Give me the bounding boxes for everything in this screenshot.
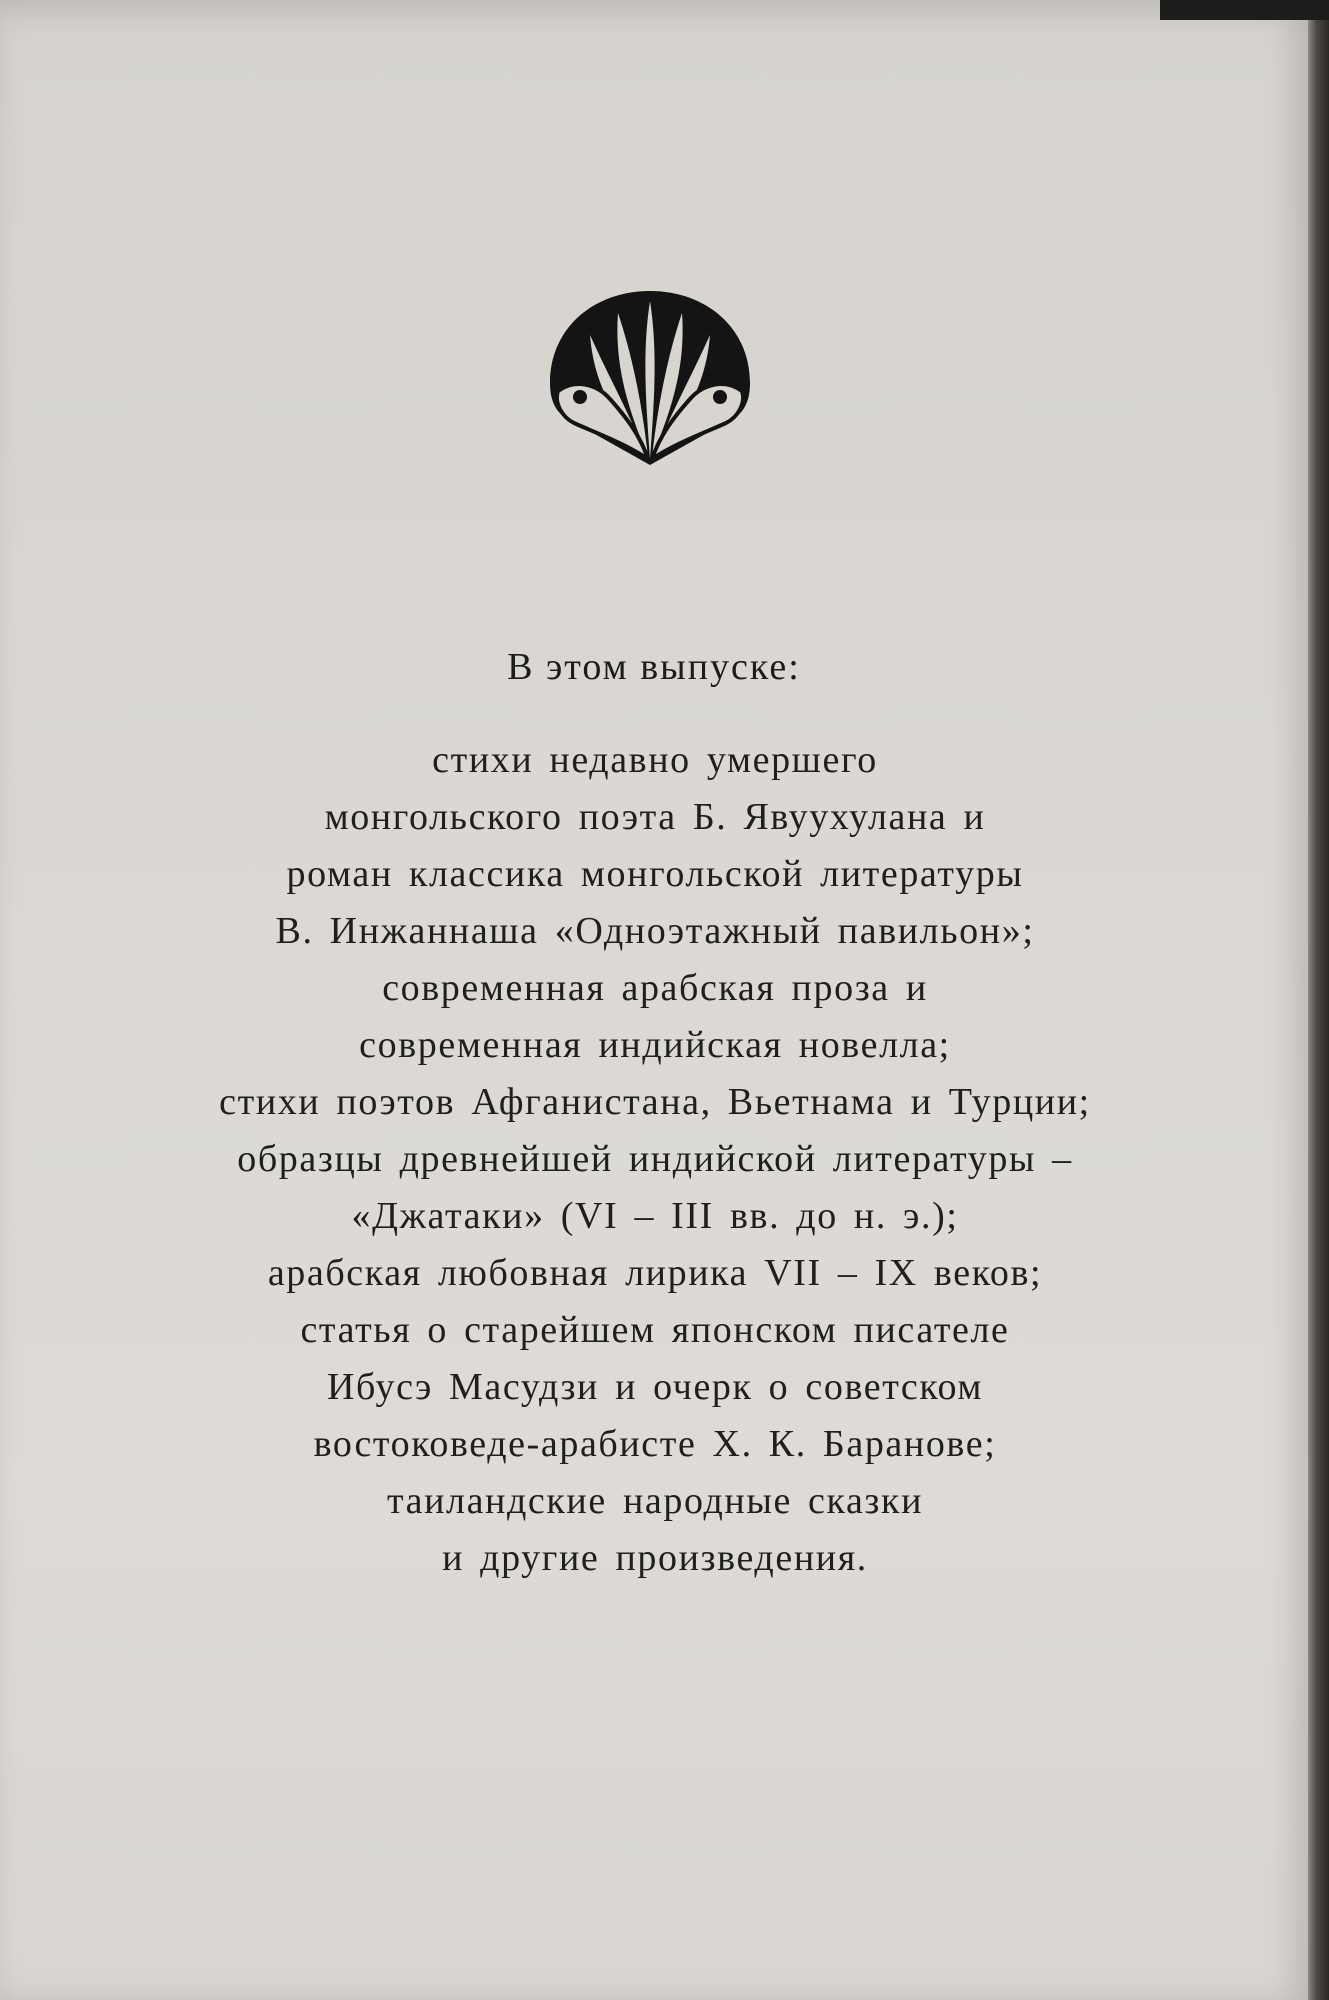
page-edge-shadow [1308, 0, 1329, 2000]
contents-line: арабская любовная лирика VII – IX веков; [267, 1252, 1043, 1294]
contents-line: роман классика монгольской литературы [286, 853, 1024, 895]
contents-line: современная арабская проза и [382, 967, 928, 1009]
contents-line: стихи поэтов Афганистана, Вьетнама и Турции; [219, 1081, 1091, 1123]
cover-edge [1160, 0, 1329, 20]
contents-line: таиландские народные сказки [386, 1480, 924, 1522]
issue-contents-list [60, 732, 1250, 1587]
contents-line: статья о старейшем японском писателе [300, 1309, 1010, 1351]
contents-line: Ибусэ Масудзи и очерк о советском [326, 1366, 984, 1408]
contents-line: монгольского поэта Б. Явуухулана и [324, 796, 986, 838]
issue-heading: В этом выпуске: [507, 646, 801, 688]
contents-line: стихи недавно умершего [432, 739, 878, 781]
contents-line: образцы древнейшей индийской литературы – [237, 1138, 1073, 1180]
fan-emblem-icon [544, 283, 756, 468]
contents-line: и другие произведения. [442, 1537, 868, 1579]
contents-line: В. Инжаннаша «Одноэтажный павильон»; [275, 910, 1035, 952]
contents-line: востоковеде-арабисте Х. К. Баранове; [313, 1423, 997, 1465]
contents-line: «Джатаки» (VI – III вв. до н. э.); [351, 1195, 959, 1237]
contents-line: современная индийская новелла; [359, 1024, 951, 1066]
